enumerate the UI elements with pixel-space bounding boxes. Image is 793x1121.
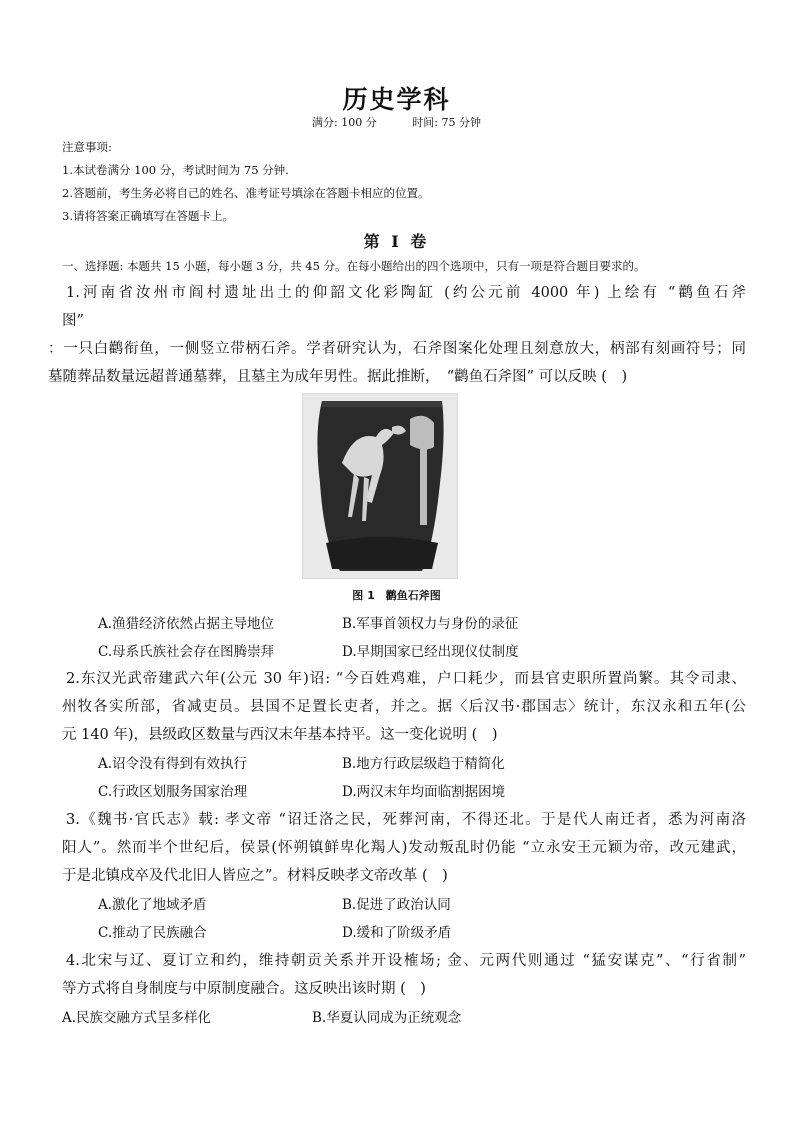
option-b: B.军事首领权力与身份的录征 (342, 616, 519, 632)
question-2-line: 2.东汉光武帝建武六年(公元 30 年)诏: “今百姓鸡难，户口耗少，而县官吏职所置尚繁。其令司隶、 (66, 671, 746, 687)
option-c: C.母系氏族社会存在图腾崇拜 (98, 644, 275, 660)
option-d: D.两汉末年均面临割据困境 (342, 784, 506, 800)
question-3-line: 阳人”。然而半个世纪后，侯景(怀朔镇鲜卑化羯人)发动叛乱时仍能 “立永安王元颖为帝，改元建武， (62, 840, 746, 856)
option-b: B.促进了政治认同 (342, 897, 451, 913)
question-3-line: 3.《魏书·官氏志》载: 孝文帝 “诏迁洛之民，死葬河南，不得还北。于是代人南迁者，悉为河南洛 (66, 812, 746, 828)
question-1-line: ：一只白鹳衔鱼，一侧竖立带柄石斧。学者研究认为，石斧图案化处理且刻意放大，柄部有刻画符号；同 (48, 341, 746, 357)
note-item: 3.请将答案正确填写在答题卡上。 (62, 209, 234, 223)
option-c: C.行政区划服务国家治理 (98, 784, 248, 800)
exam-time: 时间: 75 分钟 (412, 116, 481, 129)
pottery-jar-image (302, 393, 458, 579)
note-item: 2.答题前，考生务必将自己的姓名、准考证号填涂在答题卡相应的位置。 (62, 186, 430, 200)
section-title: 第 Ⅰ 卷 (363, 232, 430, 251)
question-1-line: 图” (62, 313, 84, 329)
full-score: 满分: 100 分 (312, 116, 377, 129)
note-item: 1.本试卷满分 100 分，考试时间为 75 分钟. (62, 163, 289, 177)
option-d: D.早期国家已经出现仪仗制度 (342, 644, 519, 660)
figure-caption: 图 1 鹳鱼石斧图 (352, 589, 441, 602)
question-2-line: 元 140 年)，县级政区数量与西汉末年基本持平。这一变化说明 ( ) (62, 727, 498, 743)
question-1-line: 墓随葬品数量远超普通墓葬，且墓主为成年男性。据此推断， “鹳鱼石斧图” 可以反映 ( ) (48, 369, 628, 385)
question-4-line: 4.北宋与辽、夏订立和约，维持朝贡关系并开设榷场; 金、元两代则通过 “猛安谋克”、“行省制” (66, 953, 746, 969)
option-a: A.诏令没有得到有效执行 (98, 756, 248, 772)
question-3-line: 于是北镇戍卒及代北旧人皆应之”。材料反映孝文帝改革 ( ) (62, 868, 448, 884)
notes-heading: 注意事项: (62, 140, 112, 154)
exam-meta (0, 114, 793, 130)
page-title: 历史学科 (342, 85, 451, 114)
option-b: B.地方行政层级趋于精简化 (342, 756, 505, 772)
question-4-line: 等方式将自身制度与中原制度融合。这反映出该时期 ( ) (62, 981, 426, 997)
option-a: A.激化了地域矛盾 (98, 897, 207, 913)
option-a: A.渔猎经济依然占据主导地位 (98, 616, 275, 632)
section-instruction: 一、选择题: 本题共 15 小题，每小题 3 分，共 45 分。在每小题给出的四个选项中，只有一项是符合题目要求的。 (62, 259, 646, 273)
question-1-line: 1.河南省汝州市阎村遗址出土的仰韶文化彩陶缸 (约公元前 4000 年) 上绘有 “鹳鱼石斧 (66, 285, 746, 301)
question-2-line: 州牧各实所部，省减吏员。县国不足置长吏者，并之。据〈后汉书·郡国志〉统计，东汉永和五年(公 (62, 699, 746, 715)
option-b: B.华夏认同成为正统观念 (312, 1010, 462, 1026)
option-c: C.推动了民族融合 (98, 925, 207, 941)
option-a: A.民族交融方式呈多样化 (62, 1010, 212, 1026)
option-d: D.缓和了阶级矛盾 (342, 925, 452, 941)
